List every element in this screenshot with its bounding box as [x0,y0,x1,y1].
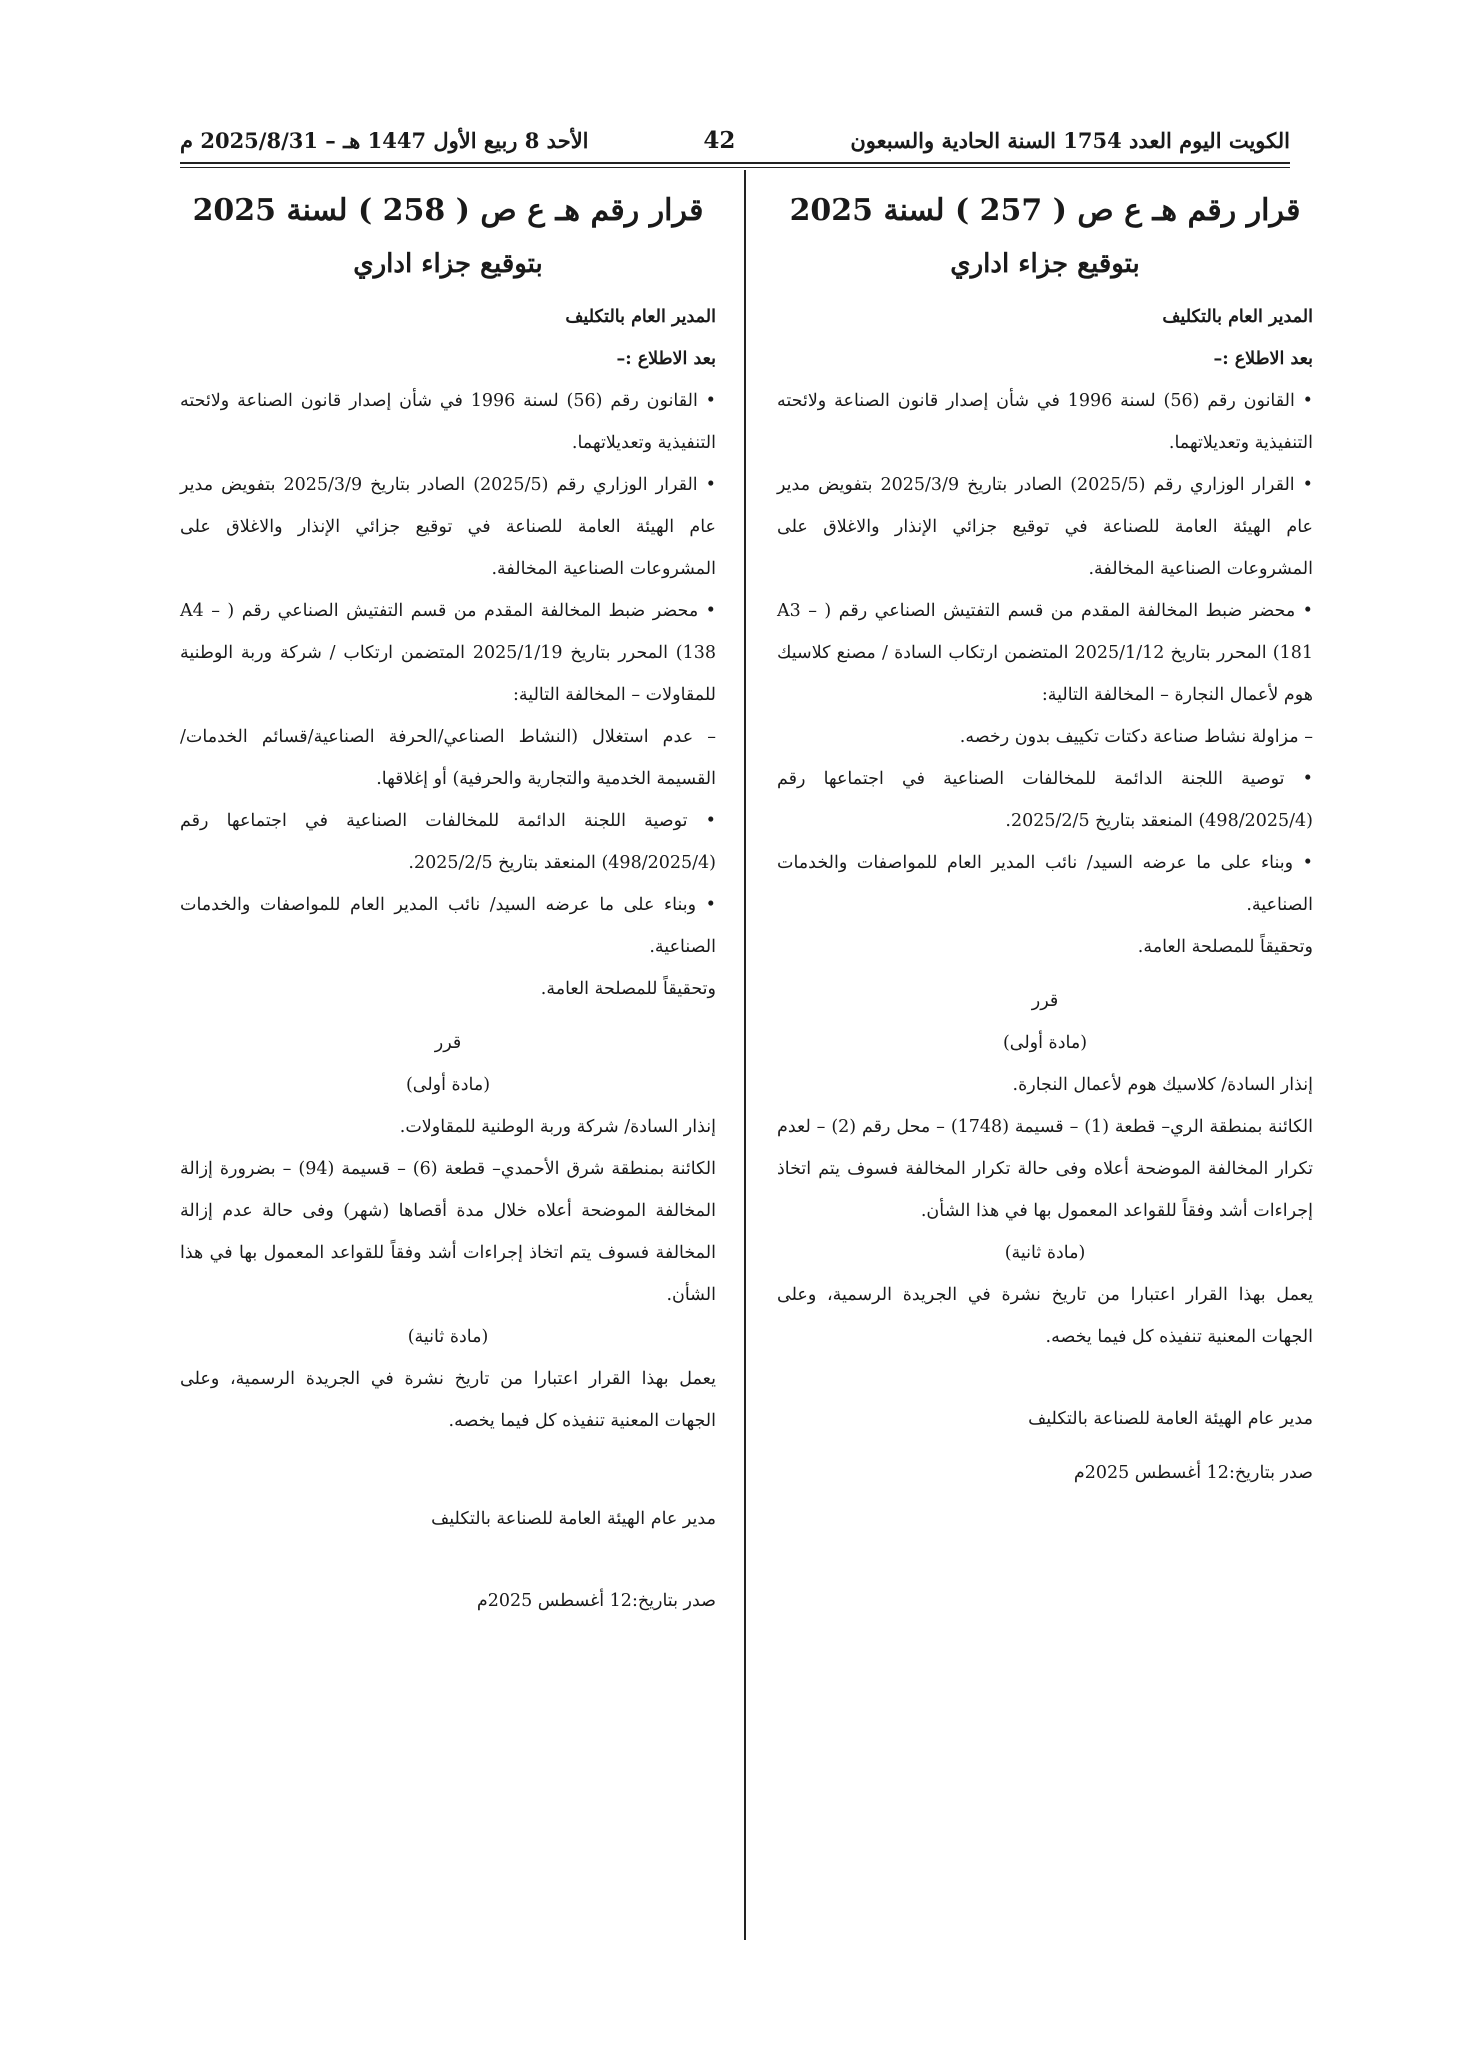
decided: قرر [434,1033,462,1053]
article-one: (مادة أولى) [1002,1033,1088,1053]
decision-title: قرار رقم هـ ع ص ( 257 ) لسنة 2025 [789,193,1301,228]
header-date: الأحد 8 ربيع الأول 1447 هـ – 2025/8/31 م [180,127,589,153]
decision-subtitle: بتوقيع جزاء اداري [950,249,1140,279]
clause-report: • محضر ضبط المخالفة المقدم من قسم التفتيش الصناعي رقم ( A4 –138) المحرر بتاريخ 2025/1/19 المتضمن ارتكاب / شركة وربة الوطنية للمقاولات – المخالفة التالية: [180,601,717,705]
clause-ministerial: • القرار الوزاري رقم (2025/5) الصادر بتاريخ 2025/3/9 بتفويض مدير عام الهيئة العامة للصناعة في توقيع جزائي الإنذار والاغلاق على المشروعات الصناعية المخالفة. [180,475,716,579]
clause-committee: • توصية اللجنة الدائمة للمخالفات الصناعية في اجتماعها رقم (498/2025/4) المنعقد بتاريخ 2025/2/5. [180,811,716,873]
article-two: (مادة ثانية) [407,1327,489,1347]
clause-law: • القانون رقم (56) لسنة 1996 في شأن إصدار قانون الصناعة ولائحته التنفيذية وتعديلاتهما. [180,391,716,453]
header-rule-thin [180,167,1290,168]
page-header [180,118,1290,162]
location: الكائنة بمنطقة الري– قطعة (1) – قسيمة (1748) – محل رقم (2) – لعدم تكرار المخالفة الموضحة أعلاه وفى حالة تكرار المخالفة فسوف يتم اتخاذ إجراءات أشد وفقاً للقواعد المعمول بها في هذا الشأن. [777,1117,1313,1221]
public-interest: وتحقيقاً للمصلحة العامة. [1137,937,1313,957]
issue-date: صدر بتاريخ:12 أغسطس 2025م [476,1591,716,1611]
signatory: مدير عام الهيئة العامة للصناعة بالتكليف [1028,1409,1313,1429]
after-review: بعد الاطلاع :– [1213,349,1313,369]
warning: إنذار السادة/ كلاسيك هوم لأعمال النجارة. [1012,1075,1313,1095]
issuer: المدير العام بالتكليف [565,307,716,327]
clause-law: • القانون رقم (56) لسنة 1996 في شأن إصدار قانون الصناعة ولائحته التنفيذية وتعديلاتهما. [777,391,1313,453]
clause-deputy: • وبناء على ما عرضه السيد/ نائب المدير العام للمواصفات والخدمات الصناعية. [777,853,1313,915]
effective-clause: يعمل بهذا القرار اعتبارا من تاريخ نشرة في الجريدة الرسمية، وعلى الجهات المعنية تنفيذه كل فيما يخصه. [180,1369,716,1431]
after-review: بعد الاطلاع :– [616,349,716,369]
violation: – مزاولة نشاط صناعة دكتات تكييف بدون رخصه. [959,727,1313,747]
header-gazette-info: الكويت اليوم العدد 1754 السنة الحادية والسبعون [850,127,1290,153]
column-divider [744,170,746,1940]
decision-257 [777,178,1313,1494]
public-interest: وتحقيقاً للمصلحة العامة. [540,979,716,999]
clause-committee: • توصية اللجنة الدائمة للمخالفات الصناعية في اجتماعها رقم (498/2025/4) المنعقد بتاريخ 2025/2/5. [777,769,1313,831]
clause-deputy: • وبناء على ما عرضه السيد/ نائب المدير العام للمواصفات والخدمات الصناعية. [180,895,716,957]
violation: – عدم استغلال (النشاط الصناعي/الحرفة الصناعية/قسائم الخدمات/القسيمة الخدمية والتجارية والحرفية) أو إغلاقها. [180,727,716,789]
warning: إنذار السادة/ شركة وربة الوطنية للمقاولات. [399,1117,716,1137]
article-two: (مادة ثانية) [1004,1243,1086,1263]
clause-report: • محضر ضبط المخالفة المقدم من قسم التفتيش الصناعي رقم ( A3 –181) المحرر بتاريخ 2025/1/12 المتضمن ارتكاب السادة / مصنع كلاسيك هوم لأعمال النجارة – المخالفة التالية: [777,601,1314,705]
page-number: 42 [703,126,736,154]
decision-title: قرار رقم هـ ع ص ( 258 ) لسنة 2025 [192,193,704,228]
decision-subtitle: بتوقيع جزاء اداري [353,249,543,279]
effective-clause: يعمل بهذا القرار اعتبارا من تاريخ نشرة في الجريدة الرسمية، وعلى الجهات المعنية تنفيذه كل فيما يخصه. [777,1285,1313,1347]
decided: قرر [1031,991,1059,1011]
issue-date: صدر بتاريخ:12 أغسطس 2025م [1073,1463,1313,1483]
issuer: المدير العام بالتكليف [1162,307,1313,327]
signatory: مدير عام الهيئة العامة للصناعة بالتكليف [431,1509,716,1529]
clause-ministerial: • القرار الوزاري رقم (2025/5) الصادر بتاريخ 2025/3/9 بتفويض مدير عام الهيئة العامة للصناعة في توقيع جزائي الإنذار والاغلاق على المشروعات الصناعية المخالفة. [777,475,1313,579]
location: الكائنة بمنطقة شرق الأحمدي– قطعة (6) – قسيمة (94) – بضرورة إزالة المخالفة الموضحة أعلاه خلال مدة أقصاها (شهر) وفى حالة عدم إزالة المخالفة فسوف يتم اتخاذ إجراءات أشد وفقاً للقواعد المعمول بها في هذا الشأن. [180,1159,716,1305]
article-one: (مادة أولى) [405,1075,491,1095]
decision-258 [180,178,716,1622]
header-rule [180,162,1290,164]
